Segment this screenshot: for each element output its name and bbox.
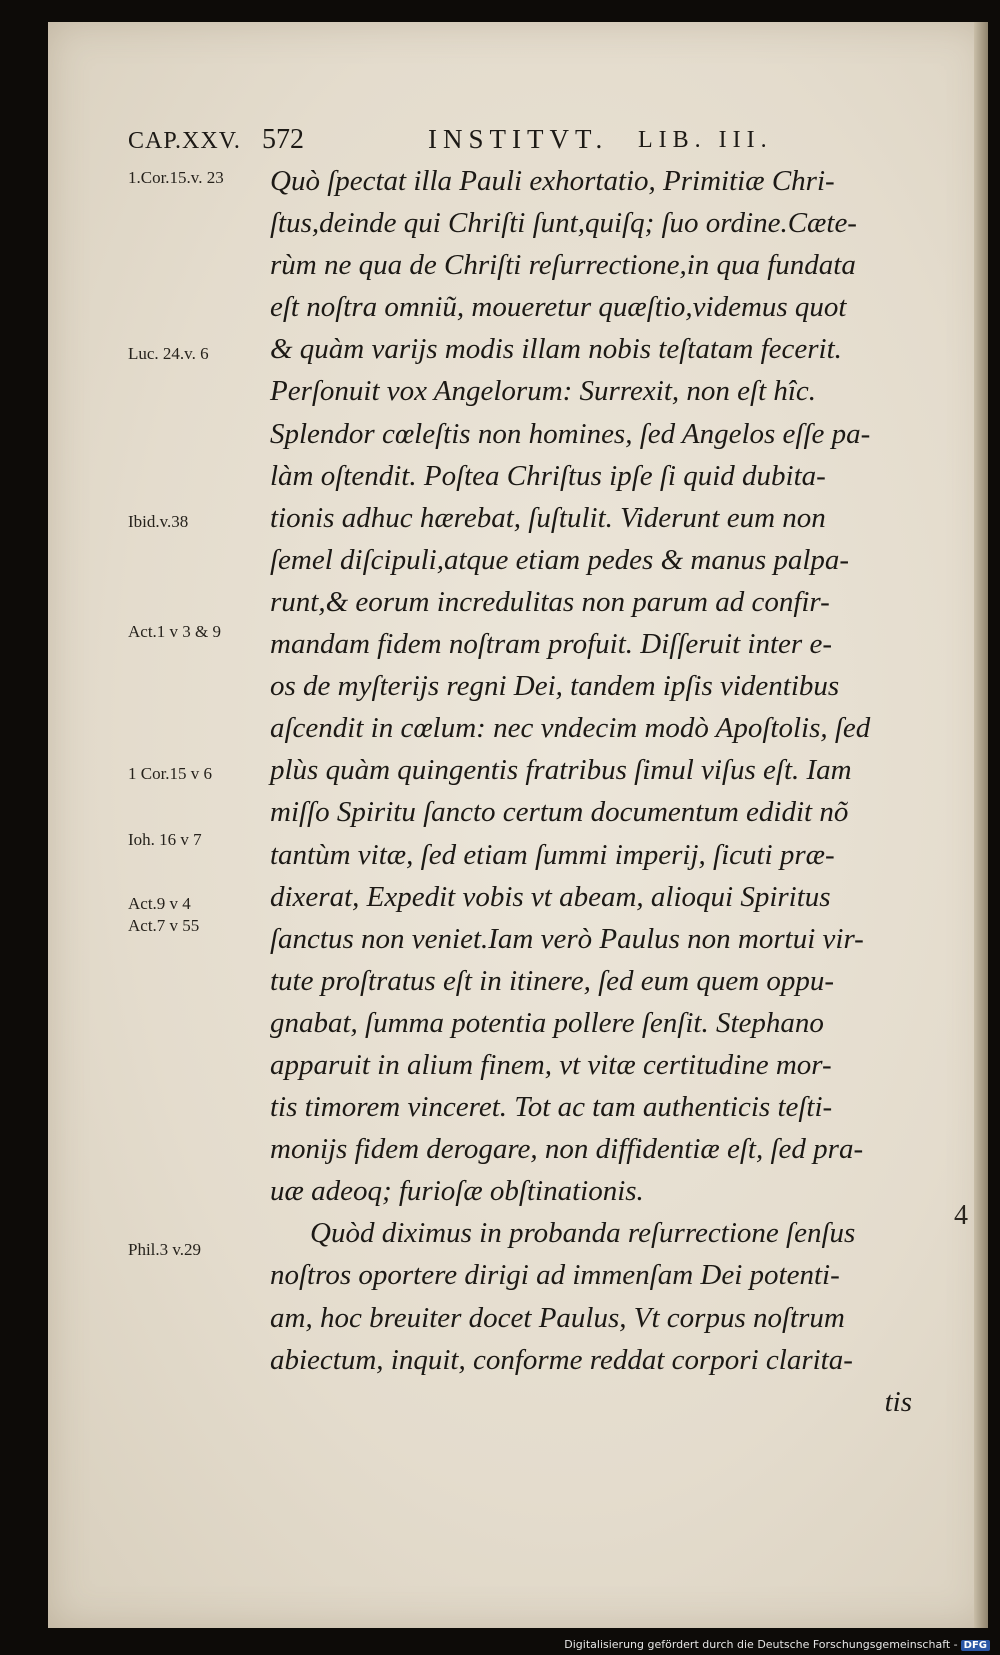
catchword: tis: [884, 1385, 912, 1418]
text-line: Perſonuit vox Angelorum: Surrexit, non eſt hîc.: [270, 375, 817, 408]
book-page: [48, 22, 988, 1628]
text-line: ſanctus non veniet.Iam verò Paulus non mortui vir-: [270, 922, 864, 955]
marginal-note: Ioh. 16 v 7: [128, 830, 202, 849]
page-edge: [974, 22, 988, 1628]
marginal-note: Luc. 24.v. 6: [128, 344, 209, 363]
header-page-number: 572: [262, 124, 304, 155]
marginal-note: 1 Cor.15 v 6: [128, 764, 213, 783]
text-line: os de myſterijs regni Dei, tandem ipſis videntibus: [270, 670, 840, 703]
text-line: mandam fidem noſtram profuit. Diſſeruit inter e-: [270, 628, 832, 661]
text-line: ſtus,deinde qui Chriſti ſunt,quiſq; ſuo ordine.Cæte-: [270, 207, 857, 240]
text-line: & quàm varijs modis illam nobis teſtatam fecerit.: [270, 333, 842, 366]
header-title: INSTITVT.: [428, 124, 609, 154]
text-line: Quò ſpectat illa Pauli exhortatio, Primitiæ Chri-: [270, 165, 835, 197]
marginal-note: 1.Cor.15.v. 23: [128, 168, 224, 187]
text-line: noſtros oportere dirigi ad immenſam Dei potenti-: [270, 1259, 840, 1292]
text-line: tantùm vitæ, ſed etiam ſummi imperij, ſicuti præ-: [270, 838, 835, 871]
text-line: tis timorem vinceret. Tot ac tam authenticis teſti-: [270, 1091, 833, 1124]
text-line: rùm ne qua de Chriſti reſurrectione,in qua fundata: [270, 249, 856, 282]
marginal-note: Ibid.v.38: [128, 512, 189, 531]
text-line: apparuit in alium finem, vt vitæ certitudine mor-: [270, 1048, 832, 1081]
text-line: miſſo Spiritu ſancto certum documentum edidit nõ: [270, 796, 849, 829]
body-text: [270, 160, 912, 1423]
marginal-note: Act.9 v 4: [128, 894, 191, 913]
text-line: làm oſtendit. Poſtea Chriſtus ipſe ſi quid dubita-: [270, 459, 826, 492]
text-line: aſcendit in cœlum: nec vndecim modò Apoſtolis, ſed: [270, 712, 871, 745]
dfg-logo: DFG: [961, 1640, 990, 1651]
text-line: dixerat, Expedit vobis vt abeam, alioqui Spiritus: [270, 880, 831, 913]
text-line: eſt noſtra omniũ, moueretur quæſtio,videmus quot: [270, 291, 847, 324]
text-line: runt,& eorum incredulitas non parum ad confir-: [270, 585, 830, 618]
text-line: gnabat, ſumma potentia pollere ſenſit. Stephano: [270, 1006, 824, 1039]
header-book: LIB. III.: [638, 127, 773, 153]
credit-text: Digitalisierung gefördert durch die Deutsche Forschungsgemeinschaft -: [564, 1638, 958, 1651]
running-header: [128, 124, 868, 164]
text-line: tionis adhuc hærebat, ſuſtulit. Viderunt eum non: [270, 501, 826, 534]
marginal-note: Phil.3 v.29: [128, 1240, 202, 1259]
header-chapter: CAP.XXV.: [128, 128, 241, 154]
text-line: am, hoc breuiter docet Paulus, Vt corpus noſtrum: [270, 1301, 845, 1334]
text-line: Quòd diximus in probanda reſurrectione ſenſus: [310, 1217, 856, 1250]
text-line: Splendor cœleſtis non homines, ſed Angelos eſſe pa-: [270, 417, 871, 450]
text-line: ſemel diſcipuli,atque etiam pedes & manus palpa-: [270, 543, 850, 576]
digitization-credit: [564, 1638, 990, 1651]
text-line: monijs fidem derogare, non diffidentiæ eſt, ſed pra-: [270, 1133, 864, 1166]
marginal-note: Act.1 v 3 & 9: [128, 622, 222, 641]
paragraph-number: 4: [954, 1200, 968, 1231]
marginal-note: Act.7 v 55: [128, 916, 200, 935]
text-line: plùs quàm quingentis fratribus ſimul viſus eſt. Iam: [270, 754, 852, 787]
text-line: uæ adeoq; furioſæ obſtinationis.: [270, 1175, 644, 1208]
text-line: abiectum, inquit, conforme reddat corpori clarita-: [270, 1343, 853, 1376]
text-line: tute proſtratus eſt in itinere, ſed eum quem oppu-: [270, 964, 835, 997]
